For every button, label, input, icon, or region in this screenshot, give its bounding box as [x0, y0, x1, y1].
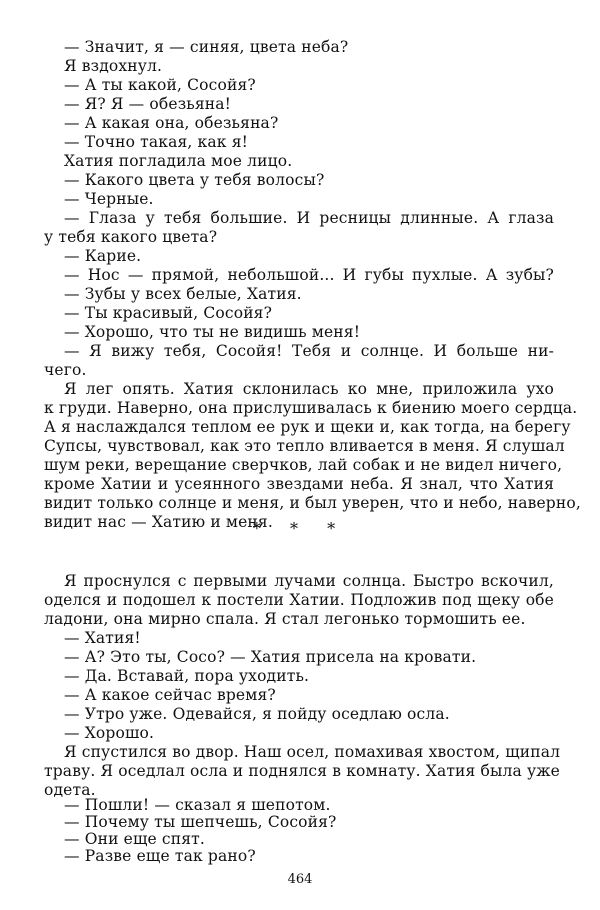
- text-line: — Точно такая, как я!: [64, 133, 249, 151]
- text-line: — Хорошо.: [64, 724, 155, 742]
- text-line: оделся и подошел к постели Хатии. Подложив под щеку обе: [44, 591, 554, 609]
- text-line: Я лег опять. Хатия склонилась ко мне, приложила ухо: [64, 380, 554, 398]
- section-separator: * * *: [252, 519, 348, 538]
- text-line: — А какая она, обезьяна?: [64, 114, 279, 132]
- text-line: — Утро уже. Одевайся, я пойду оседлаю осла.: [64, 705, 450, 723]
- text-line: к груди. Наверно, она прислушивалась к биению моего сердца.: [44, 399, 578, 417]
- text-line: — Я? Я — обезьяна!: [64, 95, 232, 113]
- text-line: Я вздохнул.: [64, 57, 163, 75]
- text-line: — Хорошо, что ты не видишь меня!: [64, 323, 361, 341]
- text-line: А я наслаждался теплом ее рук и щеки и, как тогда, на берегу: [44, 418, 571, 436]
- text-line: — Да. Вставай, пора уходить.: [64, 667, 310, 685]
- text-line: видит нас — Хатию и меня.: [44, 513, 273, 531]
- text-line: — Они еще спят.: [64, 830, 205, 848]
- text-line: Я спустился во двор. Наш осел, помахивая хвостом, щипал: [64, 743, 561, 761]
- text-line: — Какого цвета у тебя волосы?: [64, 171, 325, 189]
- text-line: Я проснулся с первыми лучами солнца. Быстро вскочил,: [64, 572, 554, 590]
- text-line: — А? Это ты, Сосо? — Хатия присела на кровати.: [64, 648, 477, 666]
- text-line: — Глаза у тебя большие. И ресницы длинные. А глаза: [64, 209, 554, 227]
- text-line: у тебя какого цвета?: [44, 228, 218, 246]
- text-line: шум реки, верещание сверчков, лай собак и не видел ничего,: [44, 456, 563, 474]
- text-line: одета.: [44, 781, 96, 799]
- text-line: — А какое сейчас время?: [64, 686, 276, 704]
- text-line: — Пошли! — сказал я шепотом.: [64, 796, 331, 814]
- text-line: — Хатия!: [64, 629, 141, 647]
- text-line: — Нос — прямой, небольшой... И губы пухлые. А зубы?: [64, 266, 554, 284]
- text-line: Супсы, чувствовал, как это тепло вливается в меня. Я слушал: [44, 437, 565, 455]
- page-number: 464: [287, 872, 313, 887]
- text-line: чего.: [44, 361, 87, 379]
- text-line: ладони, она мирно спала. Я стал легонько тормошить ее.: [44, 610, 526, 628]
- text-line: видит только солнце и меня, и был уверен, что и небо, наверно,: [44, 494, 581, 512]
- text-line: — Черные.: [64, 190, 154, 208]
- text-line: кроме Хатии и усеянного звездами неба. Я знал, что Хатия: [44, 475, 554, 493]
- text-line: — Ты красивый, Сосойя?: [64, 304, 273, 322]
- text-line: — Зубы у всех белые, Хатия.: [64, 285, 302, 303]
- text-line: — Я вижу тебя, Сосойя! Тебя и солнце. И больше ни-: [64, 342, 554, 360]
- text-line: — Карие.: [64, 247, 142, 265]
- text-line: — Значит, я — синяя, цвета неба?: [64, 38, 349, 56]
- text-line: — Разве еще так рано?: [64, 847, 256, 865]
- text-line: траву. Я оседлал осла и поднялся в комнату. Хатия была уже: [44, 762, 560, 780]
- text-line: — А ты какой, Сосойя?: [64, 76, 256, 94]
- text-line: — Почему ты шепчешь, Сосойя?: [64, 813, 337, 831]
- text-line: Хатия погладила мое лицо.: [64, 152, 293, 170]
